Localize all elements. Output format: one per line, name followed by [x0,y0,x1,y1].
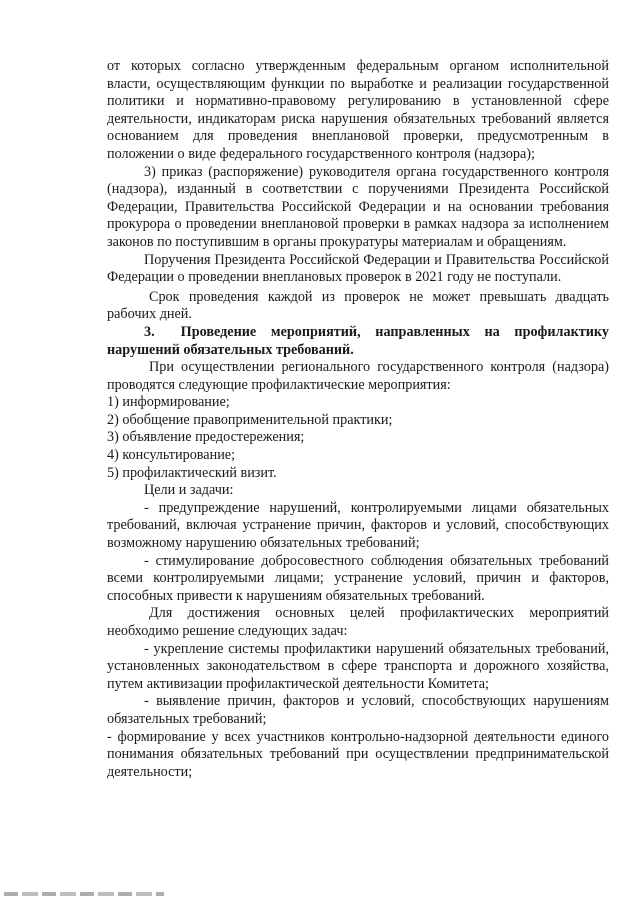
document-body [107,58,609,781]
list-item-measure: 5) профилактический визит. [107,464,277,481]
list-item-measure: 1) информирование; [107,394,230,411]
list-item-task: - выявление причин, факторов и условий, способствующих нарушениям обязательных требований; [107,693,609,727]
section-title: Проведение мероприятий, направленных на профилактику нарушений обязательных требований. [107,323,609,358]
list-item-goal: - предупреждение нарушений, контролируемыми лицами обязательных требований, включая устранение причин, факторов и условий, способствующих возможному нарушению обязательных требований; [107,499,609,552]
list-item-goal: - стимулирование добросовестного соблюдения обязательных требований всеми контролируемыми лицами; устранение условий, причин и факторов, способных привести к нарушениям обязательных требований. [107,552,609,604]
paragraph-inspection-term: Срок проведения каждой из проверок не может превышать двадцать рабочих дней. [107,288,609,323]
scan-edge-mark [4,892,164,896]
list-item-measure: 3) объявление предостережения; [107,429,305,446]
goals-label: Цели и задачи: [144,482,234,499]
section-heading [107,324,609,359]
paragraph-item-3: 3) приказ (распоряжение) руководителя органа государственного контроля (надзора), изданный в соответствии с поручениями Президента Российской Федерации, Правительства Российской Федерации и на основании требования прокурора о проведении внеплановой проверки в рамках надзора за исполнением законов по поступившим в органы прокуратуры материалам и обращениям. [107,163,609,250]
section-number: 3. [144,323,155,340]
list-item-task: - формирование у всех участников контрольно-надзорной деятельности единого понимания обязательных требований при осуществлении предпринимательской деятельности; [107,728,609,780]
list-item-task: - укрепление системы профилактики нарушений обязательных требований, установленных законодательством в сфере транспорта и дорожного хозяйства, путем активизации профилактической деятельности Комитета; [107,640,609,692]
paragraph-continuation: от которых согласно утвержденным федеральным органом исполнительной власти, осуществляющим функции по выработке и реализации государственной политики и нормативно-правовому регулированию в установленной сфере деятельности, индикаторам риска нарушения обязательных требований является основанием для проведения внеплановой проверки, предусмотренным в положении о виде федерального государственного контроля (надзора); [107,58,609,162]
paragraph-instructions: Поручения Президента Российской Федерации и Правительства Российской Федерации о проведении внеплановых проверок в 2021 году не поступали. [107,251,609,286]
list-item-measure: 2) обобщение правоприменительной практики; [107,411,393,428]
paragraph-measures-intro: При осуществлении регионального государственного контроля (надзора) проводятся следующие профилактические мероприятия: [107,359,609,393]
paragraph-tasks-intro: Для достижения основных целей профилактических мероприятий необходимо решение следующих задач: [107,605,609,639]
list-item-measure: 4) консультирование; [107,447,236,464]
